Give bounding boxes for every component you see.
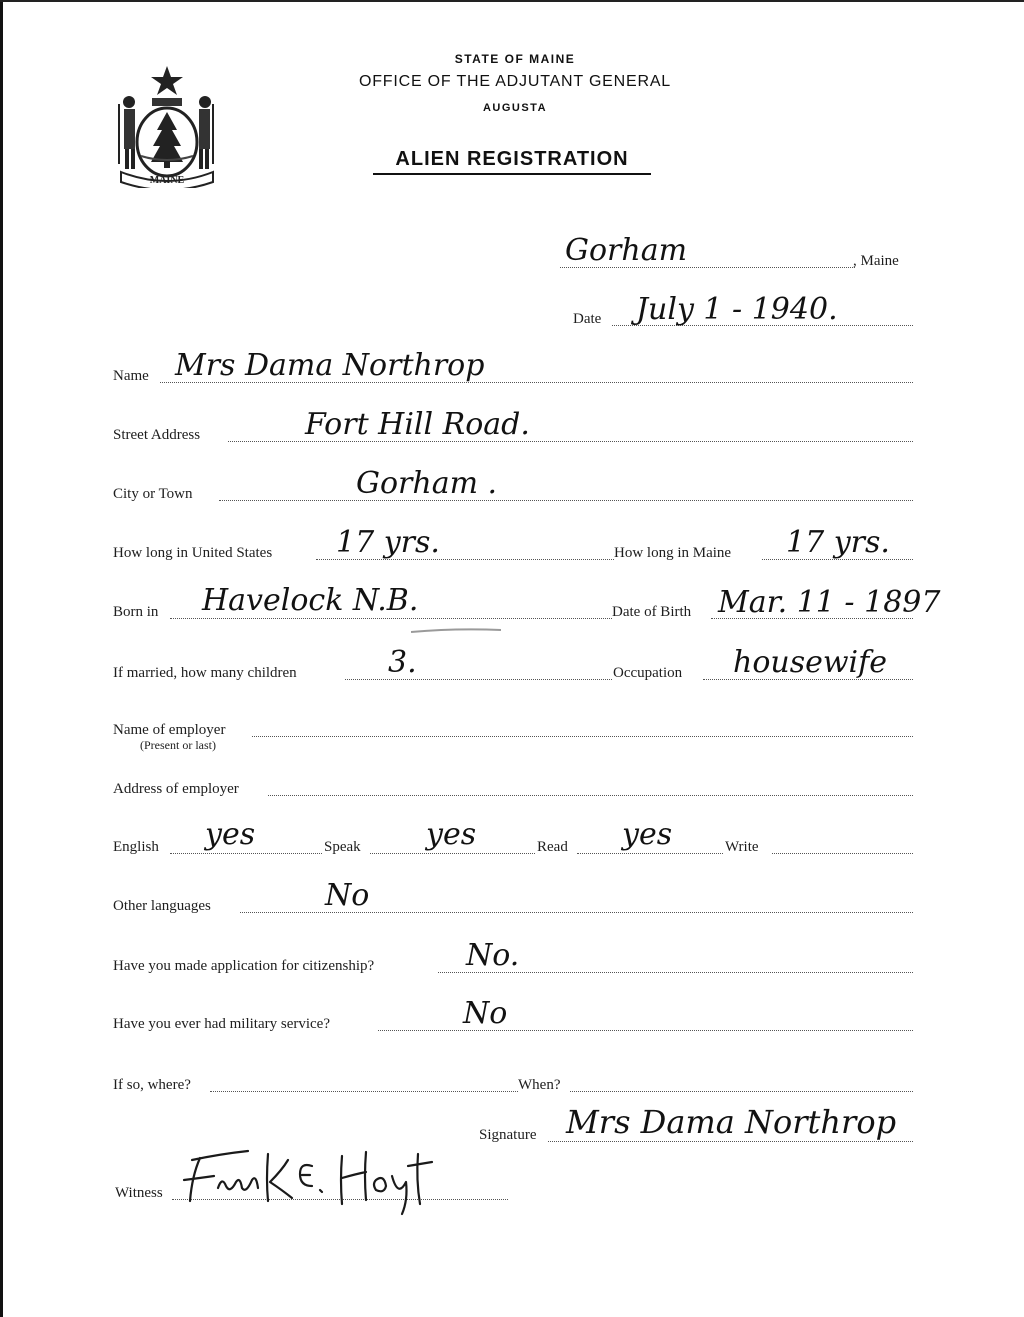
citizenship-value: No. (466, 938, 520, 973)
speak-label: Speak (324, 839, 361, 855)
born-in-label: Born in (113, 604, 159, 620)
employer-line (252, 736, 913, 737)
write-label: Write (725, 839, 759, 855)
name-value: Mrs Dama Northrop (175, 348, 485, 383)
office-heading: OFFICE OF THE ADJUTANT GENERAL (358, 73, 672, 90)
birth-date-value: Mar. 11 - 1897 (718, 585, 941, 620)
occupation-value: housewife (733, 645, 887, 680)
write-line (772, 853, 913, 854)
read-value: yes (622, 817, 673, 852)
born-in-line (170, 618, 612, 619)
city-town-value: Gorham . (356, 466, 498, 501)
city-town-line (219, 500, 913, 501)
employer-address-line (268, 795, 913, 796)
signature-label: Signature (479, 1127, 537, 1143)
read-label: Read (537, 839, 568, 855)
children-label: If married, how many children (113, 665, 297, 681)
employer-label: Name of employer (113, 722, 226, 738)
us-duration-value: 17 yrs. (336, 525, 440, 560)
employer-sublabel: (Present or last) (140, 738, 216, 752)
us-duration-label: How long in United States (113, 545, 273, 561)
town-value: Gorham (565, 233, 688, 268)
maine-duration-value: 17 yrs. (786, 525, 890, 560)
where-line (210, 1091, 518, 1092)
city-town-label: City or Town (113, 486, 193, 502)
signature-line (548, 1141, 913, 1142)
english-value: yes (205, 817, 256, 852)
state-suffix: , Maine (853, 253, 899, 269)
other-languages-label: Other languages (113, 898, 211, 914)
form-title: ALIEN REGISTRATION (373, 148, 651, 175)
when-line (570, 1091, 913, 1092)
born-in-value: Havelock N.B. (202, 583, 419, 618)
state-heading: STATE OF MAINE (454, 52, 576, 66)
name-label: Name (113, 368, 149, 384)
english-line (170, 853, 322, 854)
citizenship-label: Have you made application for citizenship? (113, 958, 375, 974)
street-address-label: Street Address (113, 427, 201, 443)
military-value: No (463, 996, 508, 1031)
birth-date-label: Date of Birth (612, 604, 692, 620)
speak-value: yes (426, 817, 477, 852)
street-address-value: Fort Hill Road. (305, 407, 530, 442)
seal-banner-text: MAINE (149, 175, 185, 186)
read-line (577, 853, 723, 854)
employer-address-label: Address of employer (113, 781, 239, 797)
scan-edge-top (0, 0, 1024, 2)
signature-value: Mrs Dama Northrop (566, 1103, 897, 1141)
maine-state-seal-icon (113, 64, 221, 188)
witness-signature-image (170, 1146, 440, 1218)
where-label: If so, where? (113, 1077, 191, 1093)
city-heading: AUGUSTA (482, 102, 548, 114)
scan-edge-left (0, 0, 3, 1317)
speak-line (370, 853, 535, 854)
english-label: English (113, 839, 159, 855)
military-line (378, 1030, 913, 1031)
witness-value: Frank E. Hoyt (305, 1206, 311, 1207)
pencil-mark (411, 628, 501, 634)
military-label: Have you ever had military service? (113, 1016, 330, 1032)
date-label: Date (573, 311, 602, 327)
children-line (345, 679, 612, 680)
town-line (560, 267, 855, 268)
occupation-label: Occupation (613, 665, 683, 681)
maine-duration-label: How long in Maine (614, 545, 732, 561)
witness-label: Witness (115, 1185, 163, 1201)
when-label: When? (518, 1077, 561, 1093)
other-languages-value: No (325, 878, 370, 913)
date-value: July 1 - 1940. (636, 292, 838, 327)
children-value: 3. (388, 645, 417, 680)
